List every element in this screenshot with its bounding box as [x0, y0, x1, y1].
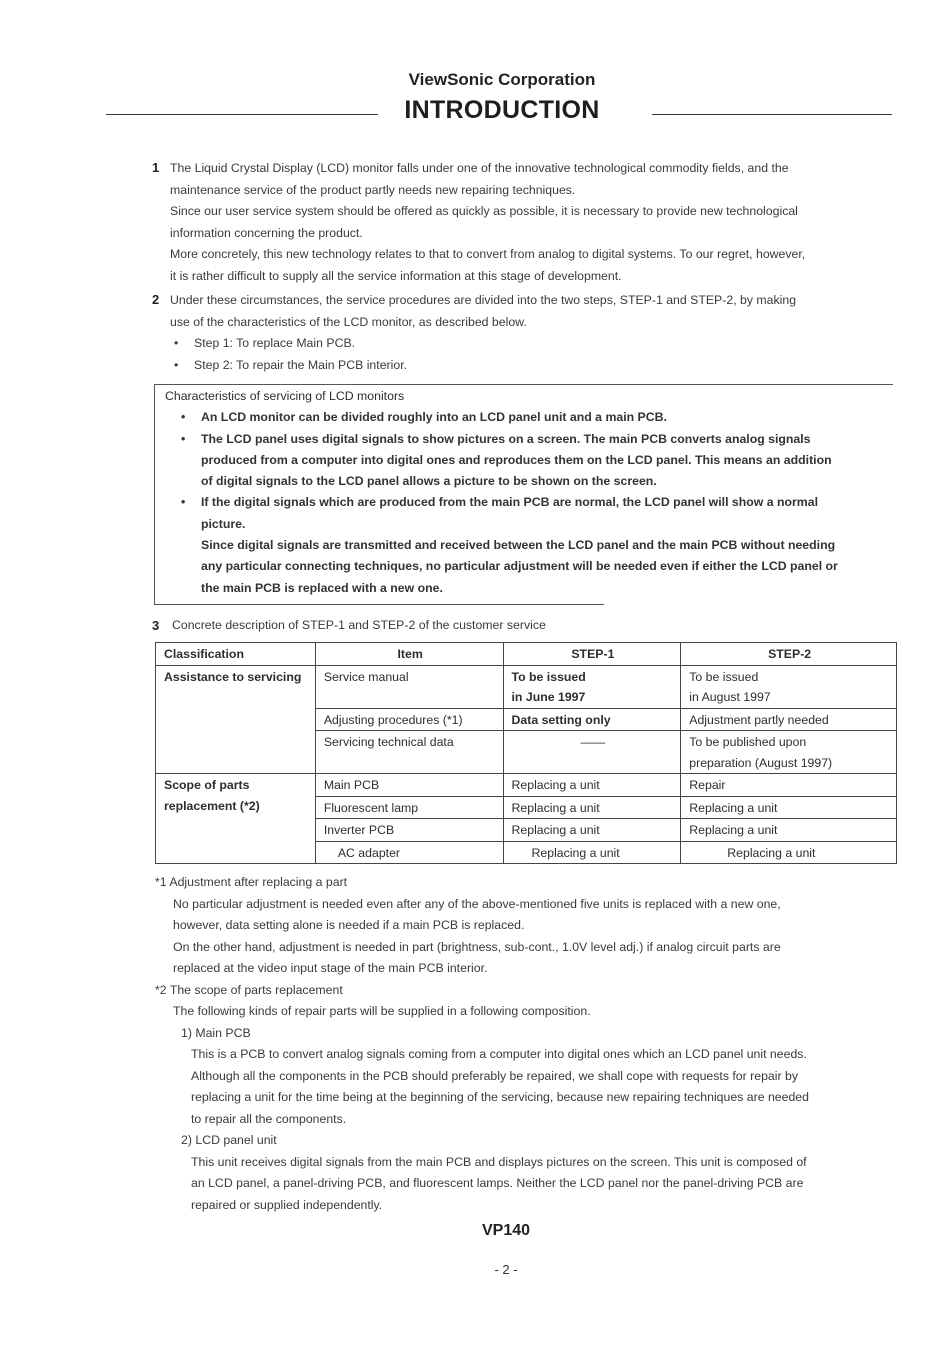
list-item	[165, 492, 838, 513]
page-number: - 2 -	[494, 1262, 518, 1277]
section-1-text	[170, 158, 805, 287]
table-cell: Replacing a unit	[681, 819, 897, 842]
text-line: On the other hand, adjustment is needed in part (brightness, sub-cont., 1.0V level adj.) if analog circuit parts are	[173, 939, 781, 954]
table-cell: AC adapter	[315, 841, 503, 864]
cell-text: To be issued in June 1997	[511, 669, 586, 704]
text-line: No particular adjustment is needed even after any of the above-mentioned five units is replaced with a new one,	[173, 896, 781, 911]
section-2-number: 2	[152, 292, 160, 307]
text-line: This is a PCB to convert analog signals coming from a computer into digital ones which an LCD panel unit needs.	[191, 1047, 807, 1061]
table-cell: Replacing a unit	[503, 819, 681, 842]
bullet-icon: •	[174, 357, 179, 372]
list-item	[170, 355, 796, 377]
table-cell	[681, 665, 897, 708]
section-3-number: 3	[152, 618, 160, 633]
table-cell: Replacing a unit	[503, 796, 681, 819]
table-row	[156, 774, 897, 797]
text-line: The following kinds of repair parts will be supplied in a following composition.	[173, 1004, 591, 1018]
notes-section	[155, 872, 809, 1216]
text-line: The Liquid Crystal Display (LCD) monitor falls under one of the innovative technological commodity fields, and the	[170, 161, 789, 175]
table-row	[156, 665, 897, 708]
cell-text: To be issued in August 1997	[689, 669, 771, 704]
column-header: Item	[315, 643, 503, 666]
note-1-title: *1 Adjustment after replacing a part	[155, 875, 348, 889]
table-cell: Fluorescent lamp	[315, 796, 503, 819]
title-rule-left	[106, 114, 378, 115]
text-line: of digital signals to the LCD panel allows a picture to be shown on the screen.	[201, 474, 657, 489]
item-1-title: 1) Main PCB	[181, 1025, 251, 1040]
text-line: repaired or supplied independently.	[191, 1197, 383, 1212]
text-line: replaced at the video input stage of the main PCB interior.	[173, 961, 488, 975]
step-1-text: Step 1: To replace Main PCB.	[194, 336, 356, 350]
bullet-icon: •	[174, 336, 179, 350]
text-line: it is rather difficult to supply all the service information at this stage of development.	[170, 268, 622, 283]
box-bullet-2-line: The LCD panel uses digital signals to show pictures on a screen. The main PCB converts analog signals	[201, 431, 811, 446]
column-header: STEP-2	[681, 643, 897, 666]
section-3-heading: Concrete description of STEP-1 and STEP-2 of the customer service	[172, 618, 546, 632]
column-header: STEP-1	[503, 643, 681, 666]
list-item	[170, 333, 796, 355]
list-item	[165, 429, 838, 450]
table-cell: Replacing a unit	[503, 774, 681, 797]
classification-cell	[156, 774, 316, 864]
table-cell: Service manual	[315, 665, 503, 708]
box-heading: Characteristics of servicing of LCD monitors	[165, 389, 405, 403]
table-cell: Adjusting procedures (*1)	[315, 708, 503, 731]
bullet-icon: •	[181, 431, 186, 446]
classification-cell: Assistance to servicing	[156, 665, 316, 774]
text-line: an LCD panel, a panel-driving PCB, and fluorescent lamps. Neither the LCD panel nor the panel-driving PCB are	[191, 1176, 804, 1190]
title-rule-right	[652, 114, 892, 115]
text-line: the main PCB is replaced with a new one.	[201, 580, 443, 595]
item-2-title: 2) LCD panel unit	[181, 1133, 277, 1147]
table-cell: Replacing a unit	[681, 796, 897, 819]
text-line: use of the characteristics of the LCD monitor, as described below.	[170, 314, 527, 329]
note-2-title: *2 The scope of parts replacement	[155, 982, 343, 997]
table-cell	[503, 665, 681, 708]
box-bullet-3-line: If the digital signals which are produced from the main PCB are normal, the LCD panel will show a normal	[201, 495, 819, 510]
table-cell: Servicing technical data	[315, 731, 503, 774]
box-bullet-1: An LCD monitor can be divided roughly into an LCD panel unit and a main PCB.	[201, 410, 667, 425]
text-line: More concretely, this new technology relates to that to convert from analog to digital systems. To our regret, however,	[170, 247, 806, 261]
characteristics-box-bottom-rule	[154, 604, 604, 605]
model-number: VP140	[481, 1222, 531, 1239]
text-line: This unit receives digital signals from the main PCB and displays pictures on the screen. This unit is composed of	[191, 1154, 807, 1169]
text-line: Since digital signals are transmitted and received between the LCD panel and the main PCB without needing	[201, 538, 836, 553]
section-2-text	[170, 290, 796, 376]
table-cell: Main PCB	[315, 774, 503, 797]
table-cell: Replacing a unit	[681, 841, 897, 864]
bullet-icon: •	[181, 410, 186, 425]
text-line: Although all the components in the PCB should preferably be repaired, we shall cope with requests for repair by	[191, 1068, 798, 1083]
table-cell: ——	[503, 731, 681, 774]
text-line: replacing a unit for the time being at the beginning of the servicing, because new repairing techniques are needed	[191, 1090, 809, 1104]
text-line: to repair all the components.	[191, 1111, 347, 1126]
text-line: maintenance service of the product partly needs new repairing techniques.	[170, 182, 576, 197]
characteristics-content	[165, 386, 838, 599]
table-cell: Replacing a unit	[503, 841, 681, 864]
text-line: however, data setting alone is needed if a main PCB is replaced.	[173, 918, 525, 932]
list-item	[165, 407, 838, 428]
table-cell: Repair	[681, 774, 897, 797]
text-line: produced from a computer into digital ones and reproduces them on the LCD panel. This means an addition	[201, 452, 832, 467]
text-line: Under these circumstances, the service procedures are divided into the two steps, STEP-1 and STEP-2, by making	[170, 293, 797, 307]
column-header: Classification	[156, 643, 316, 666]
company-name: ViewSonic Corporation	[408, 70, 596, 89]
bullet-icon: •	[181, 495, 186, 510]
text-line: any particular connecting techniques, no particular adjustment will be needed even if either the LCD panel or	[201, 559, 838, 574]
text-line: picture.	[201, 516, 246, 531]
step-2-text: Step 2: To repair the Main PCB interior.	[194, 357, 408, 372]
service-steps-table	[155, 642, 897, 864]
table-cell	[681, 731, 897, 774]
table-header-row	[156, 643, 897, 666]
text-line: Since our user service system should be offered as quickly as possible, it is necessary to provide new technological	[170, 204, 798, 218]
cell-text: To be published upon preparation (August 1997)	[689, 735, 833, 770]
table-cell: Data setting only	[503, 708, 681, 731]
section-1-number: 1	[152, 160, 160, 175]
cell-text: Scope of parts replacement (*2)	[164, 778, 260, 813]
table-cell: Inverter PCB	[315, 819, 503, 842]
text-line: information concerning the product.	[170, 225, 363, 240]
table-cell: Adjustment partly needed	[681, 708, 897, 731]
page-title: INTRODUCTION	[404, 96, 600, 124]
